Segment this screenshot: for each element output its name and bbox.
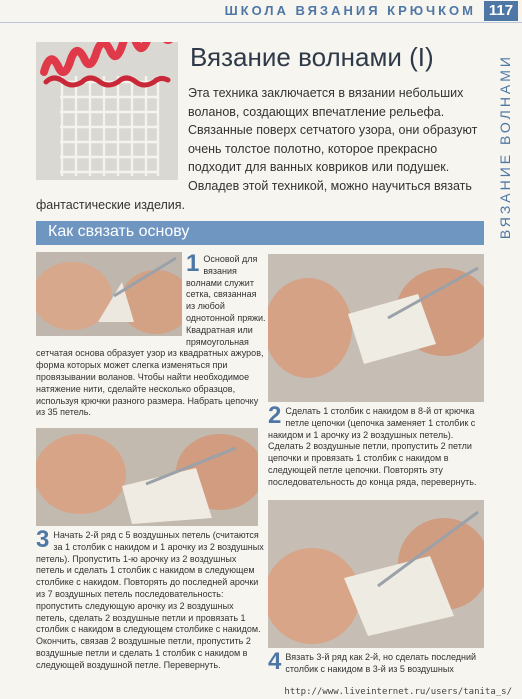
section-header [36,221,484,245]
article-intro [36,84,486,214]
step-1 [36,250,268,422]
step-1-number: 1 [186,250,200,277]
step-3-photo [36,428,258,526]
step-4 [268,648,488,686]
step-4-number: 4 [268,648,282,675]
step-2 [268,402,488,494]
step-1-text: Основой для вязания волнами служит сетка, связанная из любой однотонной пряжи. Квадратная или прямоугольная сетчатая основа образует узор из квадратных ажуров, форма которых может слегка изменяться при провязывании воланов. Чтобы найти необходимое натяжение нити, сделайте несколько образцов, используя крючки разного размера. Набрать цепочку из 35 петель. [36,254,266,418]
intro-text: Эта техника заключается в вязании небольших воланов, создающих впечатление рельефа. Связанные поверх сетчатого узора, они образуют очень толстое полотно, которое прекрасно подходит для ванных ковриков или подушек. Овладев этой техникой, можно научиться вязать фантастические изделия. [36,86,478,212]
page-number: 117 [484,1,518,21]
step-4-text: Вязать 3-й ряд как 2-й, но сделать последний столбик с накидом в 3-й из 5 воздушных [285,652,477,674]
section-title: Как связать основу [48,223,190,240]
footer-url: http://www.liveinternet.ru/users/tanita_s/ [284,687,512,697]
step-2-text: Сделать 1 столбик с накидом в 8-й от крючка петле цепочки (цепочка заменяет 1 столбик с накидом и 1 арочку из 2 воздушных петель). Сделать 2 воздушные петли, пропустить 2 петли цепочки и провязать 1 столбик с накидом в следующей петле цепочки. Повторять эту последовательность до конца ряда, перевернуть. [268,406,477,487]
side-tab-label: ВЯЗАНИЕ ВОЛНАМИ [497,54,513,240]
step-2-photo [268,254,484,402]
step-2-number: 2 [268,402,282,429]
header-title: ШКОЛА ВЯЗАНИЯ КРЮЧКОМ [224,3,476,18]
article-title: Вязание волнами (I) [190,42,434,72]
step-3 [36,526,264,690]
side-tab [494,32,516,262]
step-3-number: 3 [36,526,50,553]
step-3-text: Начать 2-й ряд с 5 воздушных петель (считаются за 1 столбик с накидом и 1 арочку из 2 воздушных петель). Пропустить 1-ю арочку из 2 воздушных петель и сделать 1 столбик с накидом в следующем столбике с накидом. Повторять до последней арочки из 7 воздушных петель последовательность: пропустить следующую арочку из 2 воздушных петель, сделать 2 воздушные петли и провязать 1 столбик с накидом в следующем столбике с накидом. Окончить, связав 2 воздушные петли, пропустить 2 воздушные петли и сделать 1 столбик с накидом в следующей воздушной петле. Перевернуть. [36,530,264,670]
step-4-photo [268,500,484,648]
page-header [0,0,522,23]
